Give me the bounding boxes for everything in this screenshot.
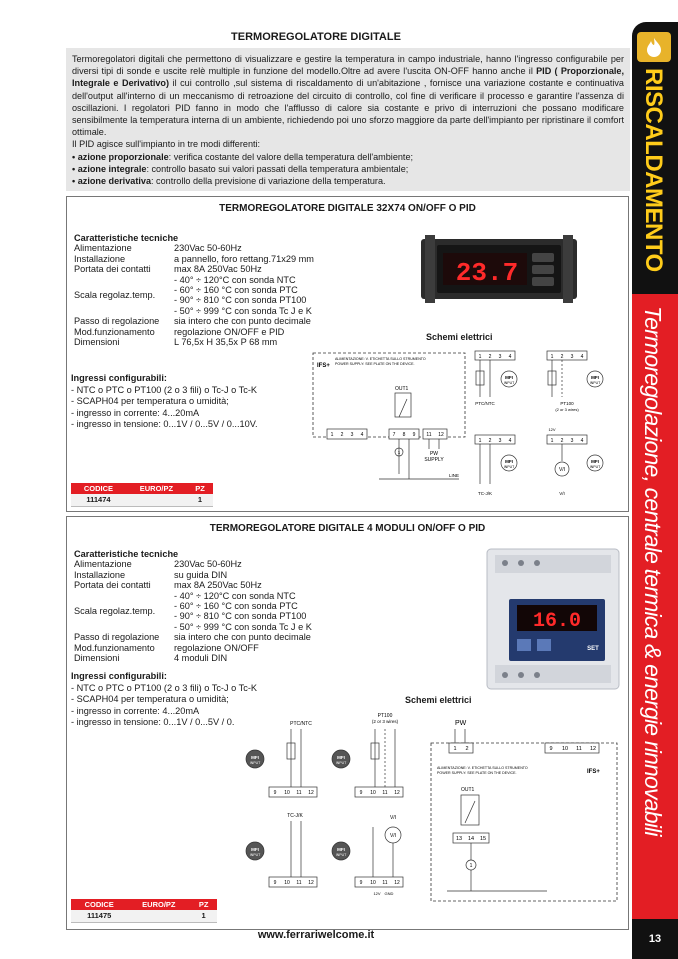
input-line: - ingresso in tensione: 0...1V / 0...5V / 0...10V. [71, 419, 258, 430]
input-line: - NTC o PTC o PT100 (2 o 3 fili) o Tc-J o Tc-K [71, 682, 258, 693]
terminal: 12 [394, 880, 400, 886]
page-title: TERMOREGOLATORE DIGITALE [231, 31, 401, 43]
product-title: TERMOREGOLATORE DIGITALE 4 MODULI ON/OFF O PID [209, 523, 486, 534]
website-link[interactable]: www.ferrariwelcome.it [257, 929, 375, 941]
intro-p2: Il PID agisce sull'impianto in tre modi differenti: [72, 139, 261, 150]
input-label: INPUT [503, 381, 515, 385]
inputs-block [71, 373, 258, 431]
svg-text:1: 1 [397, 450, 401, 455]
terminal: 11 [426, 432, 432, 438]
terminal: 1 [330, 432, 334, 438]
terminal: 12 [308, 880, 314, 886]
terminal: 11 [382, 880, 388, 886]
input-label: INPUT [589, 381, 601, 385]
specs-block [74, 549, 312, 663]
spec-value: regolazione ON/OFF [174, 642, 259, 653]
scale-line: - 60° ÷ 160 °C con sonda PTC [174, 601, 298, 612]
spec-key: Dimensioni [74, 653, 120, 664]
input-line: - NTC o PTC o PT100 (2 o 3 fili) o Tc-J o Tc-K [71, 384, 258, 395]
spec-key: Portata dei contatti [74, 264, 151, 275]
product-pz: 1 [190, 910, 217, 922]
spec-value: max 8A 250Vac 50Hz [174, 580, 262, 591]
col-pz: PZ [190, 899, 217, 910]
supply-label: SUPPLY [424, 457, 444, 463]
mfi-label: MFI [505, 459, 513, 464]
terminal: 7 [392, 432, 396, 438]
terminal: 4 [360, 432, 364, 438]
schemes-label: Schemi elettrici [426, 332, 493, 342]
terminal: 9 [359, 790, 363, 796]
inputs-heading: Ingressi configurabili: [71, 373, 167, 383]
col-price: EURO/PZ [127, 899, 190, 910]
terminal: 2 [560, 438, 564, 444]
scale-line: - 50° ÷ 999 °C con sonda Tc J e K [174, 305, 312, 316]
mfi-label: MFI [505, 375, 513, 380]
alim-note: ALIMENTAZIONE: V. ETICHETTA SULLO STRUMENTO [335, 357, 426, 361]
terminal: 1 [478, 438, 482, 444]
tc-jk-label: TC-J/K [478, 491, 492, 496]
terminal: 10 [370, 790, 376, 796]
product-price [126, 494, 187, 506]
intro-item [72, 175, 624, 187]
scale-line: - 60° ÷ 160 °C con sonda PTC [174, 285, 298, 296]
spec-value: sia intero che con punto decimale [174, 632, 311, 643]
input-line: - SCAPH04 per temperatura o umidità; [71, 396, 229, 407]
terminal: 3 [570, 354, 574, 360]
terminal: 4 [508, 438, 512, 444]
intro-item-text: : controllo della previsione di variazione della temperatura. [151, 176, 386, 187]
gnd-label: GND [384, 891, 394, 896]
specs-heading: Caratteristiche tecniche [74, 233, 179, 243]
terminal: 1 [478, 354, 482, 360]
input-label: INPUT [249, 761, 261, 765]
intro-item [72, 163, 624, 175]
input-label: INPUT [589, 465, 601, 469]
spec-value [174, 275, 314, 317]
mfi-label: MFI [251, 755, 259, 760]
spec-value: 4 moduli DIN [174, 653, 228, 664]
terminal: 4 [580, 438, 584, 444]
terminal: 2 [465, 746, 469, 752]
page-number: 13 [632, 919, 678, 959]
terminal: 12 [438, 432, 444, 438]
alim-note: ALIMENTAZIONE: V. ETICHETTA SULLO STRUMENTO [437, 766, 528, 770]
spec-value: L 76,5x H 35,5x P 68 mm [174, 337, 278, 348]
pt100-label: PT100 [560, 401, 574, 406]
intro-item-label: • azione derivativa [72, 176, 151, 187]
input-label: INPUT [335, 761, 347, 765]
terminal: 3 [350, 432, 354, 438]
alim-note: POWER SUPPLY: SEE PLATE ON THE DEVICE. [335, 362, 415, 366]
mfi-label: MFI [591, 459, 599, 464]
tc-jk-label: TC-J/K [287, 813, 303, 819]
scale-line: - 90° ÷ 810 °C con sonda PT100 [174, 295, 307, 306]
spec-key: Passo di regolazione [74, 316, 160, 327]
terminal: 3 [498, 354, 502, 360]
product-code: 111474 [71, 494, 126, 506]
spec-value [174, 591, 312, 633]
ifs-label: IFS+ [317, 363, 330, 369]
wiring-diagram-main-2 [427, 715, 623, 905]
col-code: CODICE [71, 483, 126, 494]
terminal: 1 [550, 438, 554, 444]
product-title: TERMOREGOLATORE DIGITALE 32X74 ON/OFF O PID [219, 203, 476, 214]
input-label: INPUT [335, 853, 347, 857]
scale-line: - 50° ÷ 999 °C con sonda Tc J e K [174, 621, 312, 632]
scale-line: - 40° ÷ 120°C con sonda NTC [174, 590, 296, 601]
terminal: 10 [561, 746, 569, 752]
table-row [71, 494, 213, 506]
terminal: 9 [359, 880, 363, 886]
terminal: 11 [296, 880, 302, 886]
mfi-label: MFI [591, 375, 599, 380]
intro-item [72, 151, 624, 163]
input-line: - SCAPH04 per temperatura o umidità; [71, 694, 229, 705]
terminal: 15 [479, 836, 487, 842]
v12-label: 12V [373, 891, 381, 896]
spec-value: 230Vac 50-60Hz [174, 243, 242, 254]
spec-value: su guida DIN [174, 569, 228, 580]
spec-key: Mod.funzionamento [74, 642, 155, 653]
terminal: 1 [453, 746, 457, 752]
terminal: 3 [570, 438, 574, 444]
wiring-diagram-main [309, 349, 469, 499]
spec-key: Installazione [74, 253, 126, 264]
vi-label: V/I [559, 491, 565, 496]
intro-item-text: : controllo basato sui valori passati della temperatura ambientale; [146, 163, 409, 174]
pw-label: PW [429, 451, 439, 457]
intro-item-text: : verifica costante del valore della temperatura dell'ambiente; [168, 151, 414, 162]
terminal: 8 [402, 432, 406, 438]
vi-label: V/I [389, 815, 397, 821]
col-pz: PZ [187, 483, 213, 494]
svg-text:1: 1 [469, 863, 473, 869]
mfi-label: MFI [337, 755, 345, 760]
terminal: 9 [549, 746, 553, 752]
product-code: 111475 [71, 910, 127, 922]
scale-line: - 90° ÷ 810 °C con sonda PT100 [174, 611, 307, 622]
product-card-32x74 [66, 196, 629, 512]
terminal: 11 [382, 790, 388, 796]
ptc-ntc-label: PTC/NTC [475, 401, 495, 406]
intro-text [66, 48, 630, 191]
intro-item-label: • azione integrale [72, 163, 147, 174]
terminal: 12 [394, 790, 400, 796]
pt100-wires-label: (2 or 3 wires) [371, 719, 399, 724]
specs-table [74, 559, 312, 663]
intro-item-label: • azione proporzionale [72, 151, 169, 162]
input-line: - ingresso in corrente: 4...20mA [71, 407, 200, 418]
spec-key: Portata dei contatti [74, 580, 151, 591]
category-label: RISCALDAMENTO [640, 68, 667, 272]
terminal: 10 [370, 880, 376, 886]
terminal: 9 [273, 790, 277, 796]
terminal: 12 [589, 746, 597, 752]
spec-key: Mod.funzionamento [74, 326, 155, 337]
display-readout: 16.0 [532, 610, 582, 633]
terminal: 2 [560, 354, 564, 360]
out1-label: OUT1 [461, 787, 475, 793]
terminal: 14 [467, 836, 475, 842]
terminal: 2 [340, 432, 344, 438]
input-label: INPUT [249, 853, 261, 857]
vi-symbol: V/I [389, 833, 397, 839]
intro-p1b: il cui controllo ,sul sistema di riscaldamento di un'abitazione , fornisce una variazione costante e continuativa dell'output all'interno di un meccanismo di retroazione del circuito di controllo, col fine di verificare il processo e garantire l'assenza di oscillazioni. I regolatori PID fanno in modo che l'afflusso di calore sia costante e privo di interruzioni che possano modificare sensibilmente la temperatura interna di un ambiente, richiedendo poi uno sforzo maggiore da parte dell'impianto per ripristinare il comfort ottimale. [72, 78, 624, 138]
terminal: 10 [284, 790, 290, 796]
mfi-label: MFI [337, 847, 345, 852]
vi-symbol: V/I [558, 467, 566, 473]
set-button: SET [587, 646, 599, 652]
specs-block [74, 233, 314, 347]
inputs-heading: Ingressi configurabili: [71, 671, 167, 681]
terminal: 12 [308, 790, 314, 796]
spec-key: Installazione [74, 569, 126, 580]
terminal: 2 [488, 354, 492, 360]
wiring-diagram-sensors [471, 349, 621, 504]
v12-label: 12V [548, 427, 556, 432]
terminal: 9 [412, 432, 416, 438]
inputs-block [71, 671, 257, 729]
terminal: 3 [498, 438, 502, 444]
spec-value: 230Vac 50-60Hz [174, 559, 242, 570]
price-table [71, 899, 217, 923]
ifs-label: IFS+ [587, 769, 600, 775]
scale-line: - 40° ÷ 120°C con sonda NTC [174, 274, 296, 285]
spec-key: Alimentazione [74, 243, 132, 254]
spec-key: Alimentazione [74, 559, 132, 570]
intro-p1-bold: PID ( Proporzionale, Integrale e Derivativo) [72, 66, 624, 89]
col-code: CODICE [71, 899, 127, 910]
alim-note: POWER SUPPLY: SEE PLATE ON THE DEVICE. [437, 771, 517, 775]
wiring-diagram-sensors-2 [239, 707, 425, 897]
pt100-label: PT100 [377, 713, 393, 719]
spec-value: regolazione ON/OFF e PID [174, 326, 285, 337]
intro-p1a: Termoregolatori digitali che permettono di visualizzare e gestire la temperatura in campo industriale, hanno l'ingresso configurabile per diversi tipi di sonde e uscite relè multiple in funzione del modello.Oltre ad avere l'uscita ON-OFF hanno anche il [72, 54, 624, 77]
out1-label: OUT1 [395, 386, 409, 392]
thermostat-din-image [483, 545, 623, 693]
mfi-label: MFI [251, 847, 259, 852]
spec-key: Scala regolaz.temp. [74, 290, 156, 301]
table-row [71, 910, 217, 922]
line-label: LINE [449, 473, 460, 478]
spec-key: Dimensioni [74, 337, 120, 348]
thermostat-32x74-image [419, 233, 579, 305]
specs-table [74, 243, 314, 347]
product-price [127, 910, 190, 922]
flame-icon [637, 32, 671, 62]
terminal: 10 [284, 880, 290, 886]
ptc-ntc-label: PTC/NTC [290, 721, 312, 727]
spec-key: Scala regolaz.temp. [74, 606, 156, 617]
input-line: - ingresso in corrente: 4...20mA [71, 705, 200, 716]
spec-value: max 8A 250Vac 50Hz [174, 264, 262, 275]
col-price: EURO/PZ [126, 483, 187, 494]
terminal: 11 [296, 790, 302, 796]
terminal: 11 [576, 746, 582, 752]
schemes-label: Schemi elettrici [405, 695, 472, 705]
pw-label: PW [455, 720, 467, 727]
input-line: - ingresso in tensione: 0...1V / 0...5V / 0. [71, 717, 235, 728]
product-card-4-moduli [66, 516, 629, 930]
spec-key: Passo di regolazione [74, 632, 160, 643]
product-pz: 1 [187, 494, 213, 506]
terminal: 4 [580, 354, 584, 360]
specs-heading: Caratteristiche tecniche [74, 549, 179, 559]
terminal: 4 [508, 354, 512, 360]
terminal: 9 [273, 880, 277, 886]
terminal: 2 [488, 438, 492, 444]
pt100-wires-label: (2 or 3 wires) [555, 407, 579, 412]
terminal: 13 [455, 836, 463, 842]
spec-value: sia intero che con punto decimale [174, 316, 311, 327]
input-label: INPUT [503, 465, 515, 469]
display-readout: 23.7 [455, 258, 519, 288]
terminal: 1 [550, 354, 554, 360]
section-subtitle: Termoregolazione, centrale termica & energie rinnovabili [640, 306, 666, 836]
price-table [71, 483, 213, 507]
spec-value: a pannello, foro rettang.71x29 mm [174, 253, 314, 264]
